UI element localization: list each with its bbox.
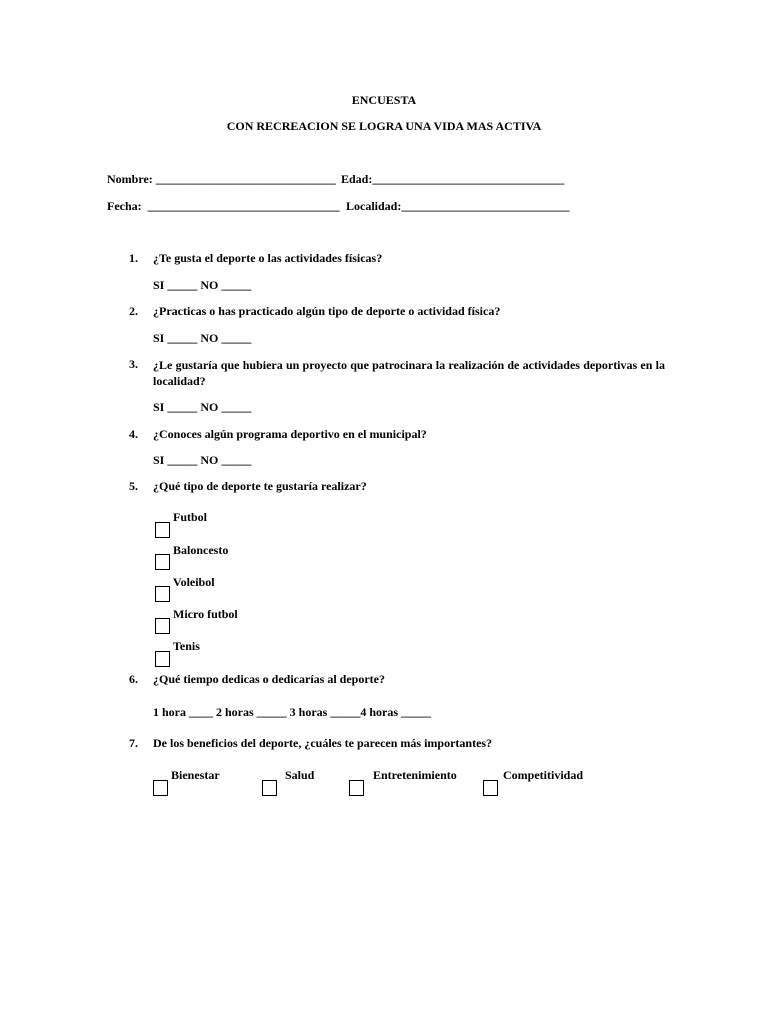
micro-futbol-checkbox[interactable] — [155, 618, 170, 634]
option-label: Voleibol — [173, 575, 215, 589]
question-number: 3. — [129, 357, 138, 371]
option-label: Salud — [285, 768, 315, 782]
option-label: Tenis — [173, 639, 200, 653]
question-text: ¿Qué tiempo dedicas o dedicarías al deporte? — [153, 672, 385, 686]
bienestar-checkbox[interactable] — [153, 780, 168, 796]
option-label: Bienestar — [171, 768, 220, 782]
question-text: ¿Te gusta el deporte o las actividades físicas? — [153, 251, 383, 265]
voleibol-checkbox[interactable] — [155, 586, 170, 602]
yes-no-answer[interactable]: SI _____ NO _____ — [153, 278, 252, 292]
localidad-field[interactable]: Localidad:____________________________ — [346, 199, 570, 213]
option-label: Entretenimiento — [373, 768, 457, 782]
yes-no-answer[interactable]: SI _____ NO _____ — [153, 453, 252, 467]
question-text: ¿Conoces algún programa deportivo en el municipal? — [153, 427, 427, 441]
option-label: Micro futbol — [173, 607, 238, 621]
question-text: De los beneficios del deporte, ¿cuáles te parecen más importantes? — [153, 736, 493, 750]
question-number: 4. — [129, 427, 138, 441]
question-text: ¿Qué tipo de deporte te gustaría realizar? — [153, 479, 367, 493]
fecha-field[interactable]: Fecha: ________________________________ — [107, 199, 340, 213]
question-number: 7. — [129, 736, 138, 750]
question-text: ¿Le gustaría que hubiera un proyecto que patrocinara la realización de actividades deportivas en la localidad? — [153, 358, 665, 388]
time-answer[interactable]: 1 hora ____ 2 horas _____ 3 horas _____4 horas _____ — [153, 705, 432, 719]
edad-field[interactable]: Edad:________________________________ — [341, 172, 565, 186]
competitividad-checkbox[interactable] — [483, 780, 498, 796]
question-number: 1. — [129, 251, 138, 265]
question-number: 5. — [129, 479, 138, 493]
yes-no-answer[interactable]: SI _____ NO _____ — [153, 400, 252, 414]
option-label: Futbol — [173, 510, 208, 524]
tenis-checkbox[interactable] — [155, 651, 170, 667]
nombre-field[interactable]: Nombre: ______________________________ — [107, 172, 336, 186]
question-number: 2. — [129, 304, 138, 318]
option-label: Baloncesto — [173, 543, 229, 557]
survey-title: ENCUESTA — [351, 93, 417, 107]
yes-no-answer[interactable]: SI _____ NO _____ — [153, 331, 252, 345]
futbol-checkbox[interactable] — [155, 522, 170, 538]
question-text: ¿Practicas o has practicado algún tipo de deporte o actividad física? — [153, 304, 501, 318]
survey-subtitle: CON RECREACION SE LOGRA UNA VIDA MAS ACTIVA — [226, 119, 542, 133]
question-number: 6. — [129, 672, 138, 686]
baloncesto-checkbox[interactable] — [155, 554, 170, 570]
salud-checkbox[interactable] — [262, 780, 277, 796]
entretenimiento-checkbox[interactable] — [349, 780, 364, 796]
option-label: Competitividad — [503, 768, 584, 782]
